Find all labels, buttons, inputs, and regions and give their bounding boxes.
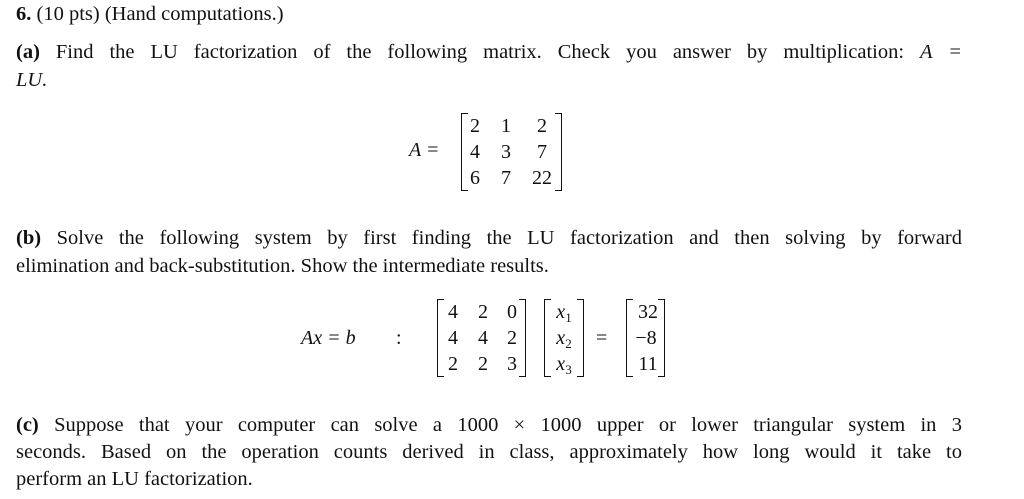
question-points: (10 pts) (Hand computations.) [36,3,284,25]
part-a-label: (a) [16,41,40,63]
part-c-line-1 [16,414,962,437]
part-c-line-3: perform an LU factorization. [16,468,253,490]
question-number: 6. [16,3,32,25]
matrix-a-cell: 4 [470,141,480,163]
part-c-line-2: seconds. Based on the operation counts derived in class, approximately how long would it take to [16,441,962,463]
part-a-line-1 [16,41,962,64]
matrix-a-cell: 2 [537,115,547,137]
part-a-text: Find the LU factorization of the following matrix. Check you answer by multiplication: [55,41,905,63]
matrix-a-cell: 2 [470,115,480,137]
part-b-line-1 [16,227,962,250]
question-header [16,3,284,26]
matrix-a-right-bracket [555,113,562,191]
part-c-label: (c) [16,414,39,436]
matrix-a-lhs: A = [409,139,440,161]
part-a-line-2: LU. [16,69,48,91]
vector-b-entry: 11 [638,353,658,375]
system-colon: : [396,327,402,349]
matrix-b-cell: 4 [448,301,458,323]
vector-x-entry: $x_3$ [556,353,572,377]
matrix-b-cell: 2 [448,353,458,375]
vector-x-left-bracket [544,299,551,377]
matrix-b-cell: 2 [478,301,488,323]
system-equals: = [596,327,608,349]
matrix-a-cell: 22 [532,167,552,189]
matrix-b-cell: 3 [507,353,517,375]
part-a-equation-tail: A = [920,41,962,63]
system-lhs: Ax = b [301,327,356,349]
matrix-b-cell: 4 [478,327,488,349]
matrix-b-cell: 2 [507,327,517,349]
vector-x-right-bracket [577,299,584,377]
part-c-text: Suppose that your computer can solve a 1000 × 1000 upper or lower triangular system in 3 [54,414,962,436]
matrix-a-cell: 3 [501,141,511,163]
vector-b-entry: 32 [638,301,658,323]
matrix-a-cell: 6 [470,167,480,189]
part-b-line-2: elimination and back-substitution. Show the intermediate results. [16,255,549,277]
matrix-a-cell: 7 [501,167,511,189]
matrix-a-cell: 7 [537,141,547,163]
matrix-b-cell: 0 [507,301,517,323]
matrix-a-cell: 1 [501,115,511,137]
vector-x-entry: $x_1$ [556,301,572,325]
vector-x-entry: $x_2$ [556,327,572,351]
matrix-b-cell: 4 [448,327,458,349]
matrix-b-cell: 2 [478,353,488,375]
part-b-text: Solve the following system by first finding the LU factorization and then solving by forward [56,227,962,249]
part-b-label: (b) [16,227,42,249]
vector-b-entry: −8 [635,327,657,349]
